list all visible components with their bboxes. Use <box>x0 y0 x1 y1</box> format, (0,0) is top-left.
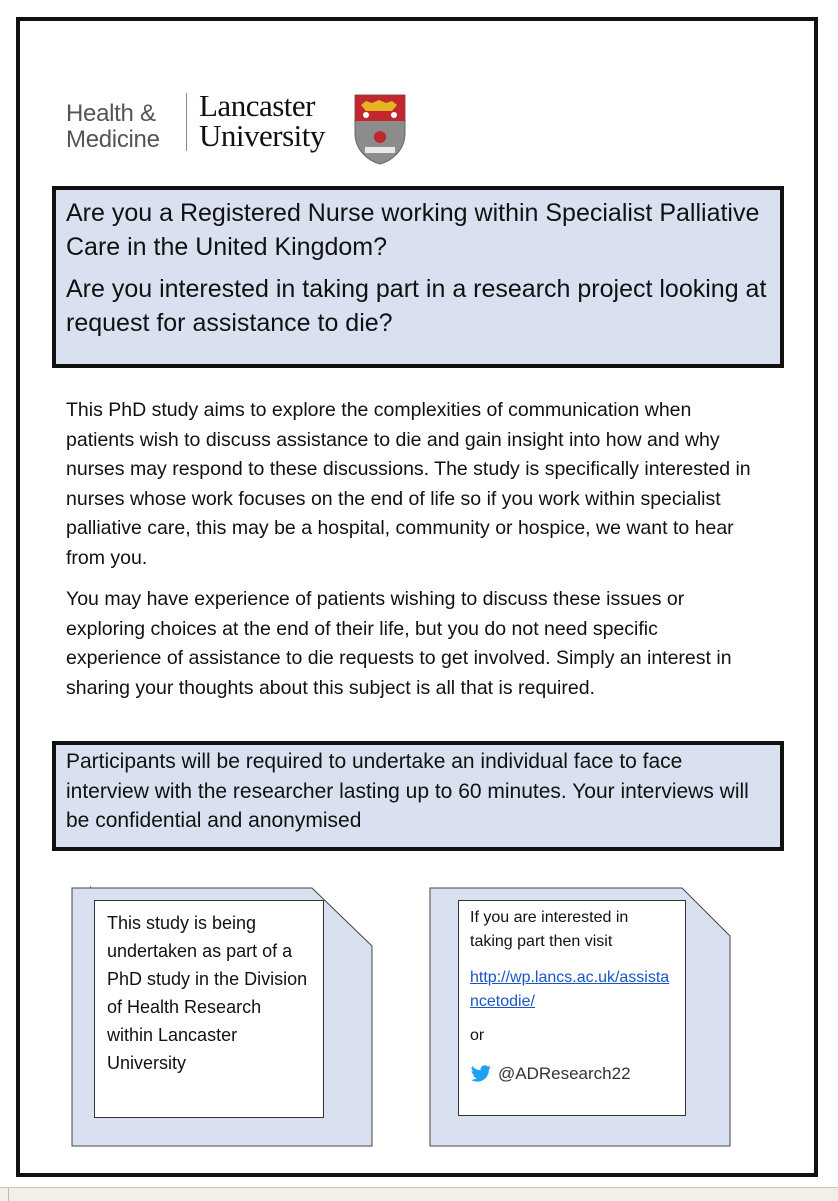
participants-text: Participants will be required to undertake an individual face to face interview with the researcher lasting up to 60 minutes. Your interviews will be confidential and anonymised <box>66 750 749 832</box>
logo-divider <box>186 93 187 151</box>
question-1: Are you a Registered Nurse working within Specialist Palliative Care in the United Kingdom? <box>66 199 760 261</box>
university-name <box>199 88 325 153</box>
study-website-link[interactable]: http://wp.lancs.ac.uk/assistancetodie/ <box>470 969 670 1010</box>
study-info-card <box>54 870 374 1148</box>
university-line-1: Lancaster <box>199 88 315 123</box>
logo <box>66 88 446 183</box>
question-2: Are you interested in taking part in a research project looking at request for assistance to die? <box>66 275 767 337</box>
contact-box <box>458 900 686 1116</box>
contact-card <box>412 870 732 1148</box>
study-info-box <box>94 900 324 1118</box>
body-text <box>66 396 756 715</box>
window-bottom-strip <box>0 1187 838 1201</box>
twitter-handle-row[interactable] <box>470 1062 674 1086</box>
faculty-name <box>66 101 160 153</box>
faculty-line-1: Health & <box>66 100 156 127</box>
or-label: or <box>470 1027 485 1044</box>
contact-intro: If you are interested in taking part then visit <box>470 909 629 950</box>
body-paragraph-2: You may have experience of patients wishing to discuss these issues or exploring choices at the end of their life, but you do not need specific experience of assistance to die requests to get involved. Simply an interest in sharing your thoughts about this subject is all that is required. <box>66 588 732 699</box>
body-paragraph-1: This PhD study aims to explore the complexities of communication when patients wish to discuss assistance to die and gain insight into how and why nurses may respond to these discussions. The study is specifically interested in nurses whose work focuses on the end of life so if you work within specialist palliative care, this may be a hospital, community or hospice, we want to hear from you. <box>66 399 751 569</box>
lancaster-crest-icon <box>353 93 407 165</box>
university-line-2: University <box>199 118 325 153</box>
faculty-line-2: Medicine <box>66 126 160 153</box>
twitter-bird-icon <box>470 1065 492 1083</box>
participants-box <box>52 741 784 851</box>
question-box <box>52 186 784 368</box>
study-info-text: This study is being undertaken as part of a PhD study in the Division of Health Research within Lancaster University <box>107 913 308 1073</box>
twitter-handle: @ADResearch22 <box>498 1064 631 1083</box>
strip-divider <box>8 1188 9 1201</box>
